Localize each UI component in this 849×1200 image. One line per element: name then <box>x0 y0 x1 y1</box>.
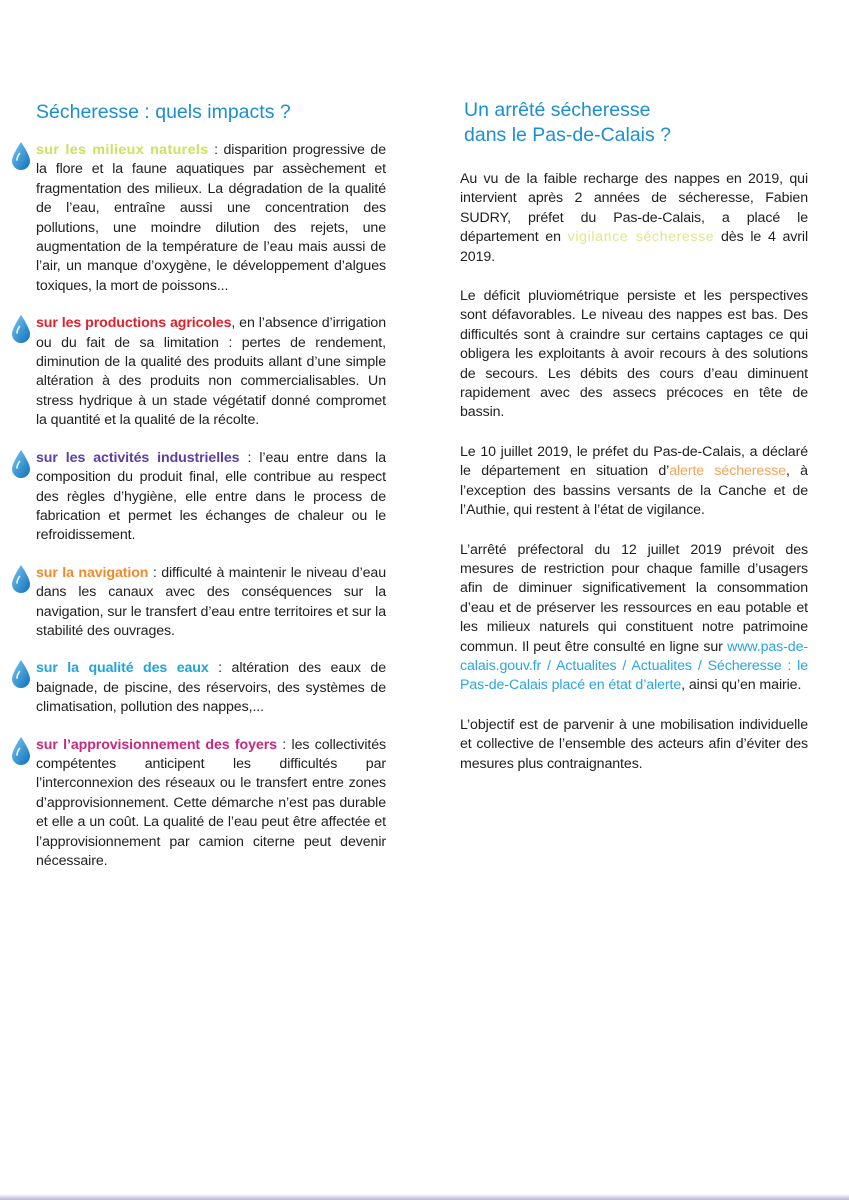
arrete-column <box>460 98 808 794</box>
impact-qualite-des-eaux <box>10 659 386 717</box>
paragraph-deficit: Le déficit pluviométrique persiste et les perspectives sont défavorables. Le niveau des nappes est bas. Des difficultés sont à craindre sur certains captages ce qui obligera les exploitants à avoir recours à des solutions de secours. Les débits des cours d’eau diminuent rapidement avec des assecs précoces en tête de bassin. <box>460 288 808 421</box>
water-drop-icon <box>10 141 32 171</box>
water-drop-icon <box>10 449 32 479</box>
paragraph-text: , ainsi qu’en mairie. <box>681 677 802 694</box>
impact-text <box>36 141 386 296</box>
paragraph-text: , à l’exception des bassins versants de la Canche et de l’Authie, qui restent à l’état de vigilance. <box>460 463 808 519</box>
impact-text <box>36 659 386 717</box>
impact-text <box>36 314 386 430</box>
impact-keyword: sur la qualité des eaux <box>36 660 209 677</box>
paragraph-text: L’arrêté préfectoral du 12 juillet 2019 prévoit des mesures de restriction pour chaque famille d’usagers afin de diminuer significativement la consommation d’eau et de préserver les ressources en eau potable et les milieux naturels qui constituent notre patrimoine commun. Il peut être consulté en ligne sur <box>460 541 808 655</box>
impact-navigation <box>10 564 386 642</box>
arrete-title <box>464 98 808 148</box>
paragraph-text: Le 10 juillet 2019, le préfet du Pas-de-Calais, a déclaré le département en situation d’ <box>460 443 808 480</box>
water-drop-icon <box>10 736 32 766</box>
paragraph-text: dès le 4 avril 2019. <box>460 229 808 265</box>
impacts-column <box>10 100 386 889</box>
impact-keyword: sur la navigation <box>36 564 149 581</box>
vigilance-highlight: vigilance sécheresse <box>567 229 715 246</box>
impact-activites-industrielles <box>10 449 386 546</box>
impact-description: : l’eau entre dans la composition du produit final, elle contribue au respect des règles d’hygiène, elle entre dans le process de fabrication et permet les échanges de chaleur ou le refroidissement. <box>36 449 386 544</box>
paragraph-vigilance <box>460 170 808 267</box>
paragraph-text: Au vu de la faible recharge des nappes en 2019, qui intervient après 2 années de sécheresse, Fabien SUDRY, préfet du Pas-de-Calais, a placé le département en <box>460 171 808 246</box>
arrete-title-line2: dans le Pas-de-Calais ? <box>464 124 672 146</box>
impact-text <box>36 449 386 546</box>
impacts-title: Sécheresse : quels impacts ? <box>36 101 291 123</box>
impact-milieux-naturels <box>10 141 386 296</box>
impact-keyword: sur l’approvisionnement des foyers <box>36 736 277 753</box>
paragraph-arrete-prefectoral <box>460 541 808 696</box>
paragraph-alerte <box>460 443 808 521</box>
paragraph-objectif: L’objectif est de parvenir à une mobilisation individuelle et collective de l’ensemble des acteurs afin d’éviter des mesures plus contraignantes. <box>460 716 808 772</box>
water-drop-icon <box>10 564 32 594</box>
water-drop-icon <box>10 314 32 344</box>
impact-keyword: sur les activités industrielles <box>36 449 240 466</box>
impact-text <box>36 736 386 872</box>
impact-description: : disparition progressive de la flore et la faune aquatiques par assèchement et fragmentation des milieux. La dégradation de la qualité de l’eau, entraîne aussi une concentration des pollutions, une moindre dilution des rejets, une augmentation de la température de l’eau mais aussi de l’air, un manque d’oxygène, le développement d’algues toxiques, la mort de poissons... <box>36 142 387 294</box>
impact-keyword: sur les milieux naturels <box>36 142 209 158</box>
page-bottom-edge <box>0 1194 849 1200</box>
impact-description: : altération des eaux de baignade, de piscine, des réservoirs, des systèmes de climatisation, pollution des nappes,... <box>36 660 387 716</box>
impact-description: : les collectivités compétentes anticipent les difficultés par l’interconnexion des réseaux ou le transfert entre zones d’approvisionnement. Cette démarche n’est pas durable et elle a un coût. La qualité de l’eau peut être affectée et l’approvisionnement par camion citerne peut devenir nécessaire. <box>36 736 386 869</box>
impact-approvisionnement-foyers <box>10 736 386 872</box>
website-link[interactable]: www.pas-de-calais.gouv.fr / Actualites / Actualites / Sécheresse : le Pas-de-Calais placé en état d’alerte <box>460 638 808 694</box>
alerte-highlight: alerte sécheresse <box>669 463 786 480</box>
arrete-title-line1: Un arrêté sécheresse <box>464 99 651 121</box>
impact-description: , en l’absence d’irrigation ou du fait de sa limitation : pertes de rendement, diminution de la qualité des produits allant d’une simple altération à des produits non commercialisables. Un stress hydrique à un stade végétatif donné compromet la quantité et la qualité de la récolte. <box>36 315 386 429</box>
water-drop-icon <box>10 659 32 689</box>
impact-productions-agricoles <box>10 314 386 430</box>
impact-text <box>36 564 386 642</box>
impact-description: : difficulté à maintenir le niveau d’eau dans les canaux avec des conséquences sur la navigation, sur le transfert d’eau entre territoires et sur la stabilité des ouvrages. <box>36 564 386 639</box>
impact-keyword: sur les productions agricoles <box>36 315 232 332</box>
